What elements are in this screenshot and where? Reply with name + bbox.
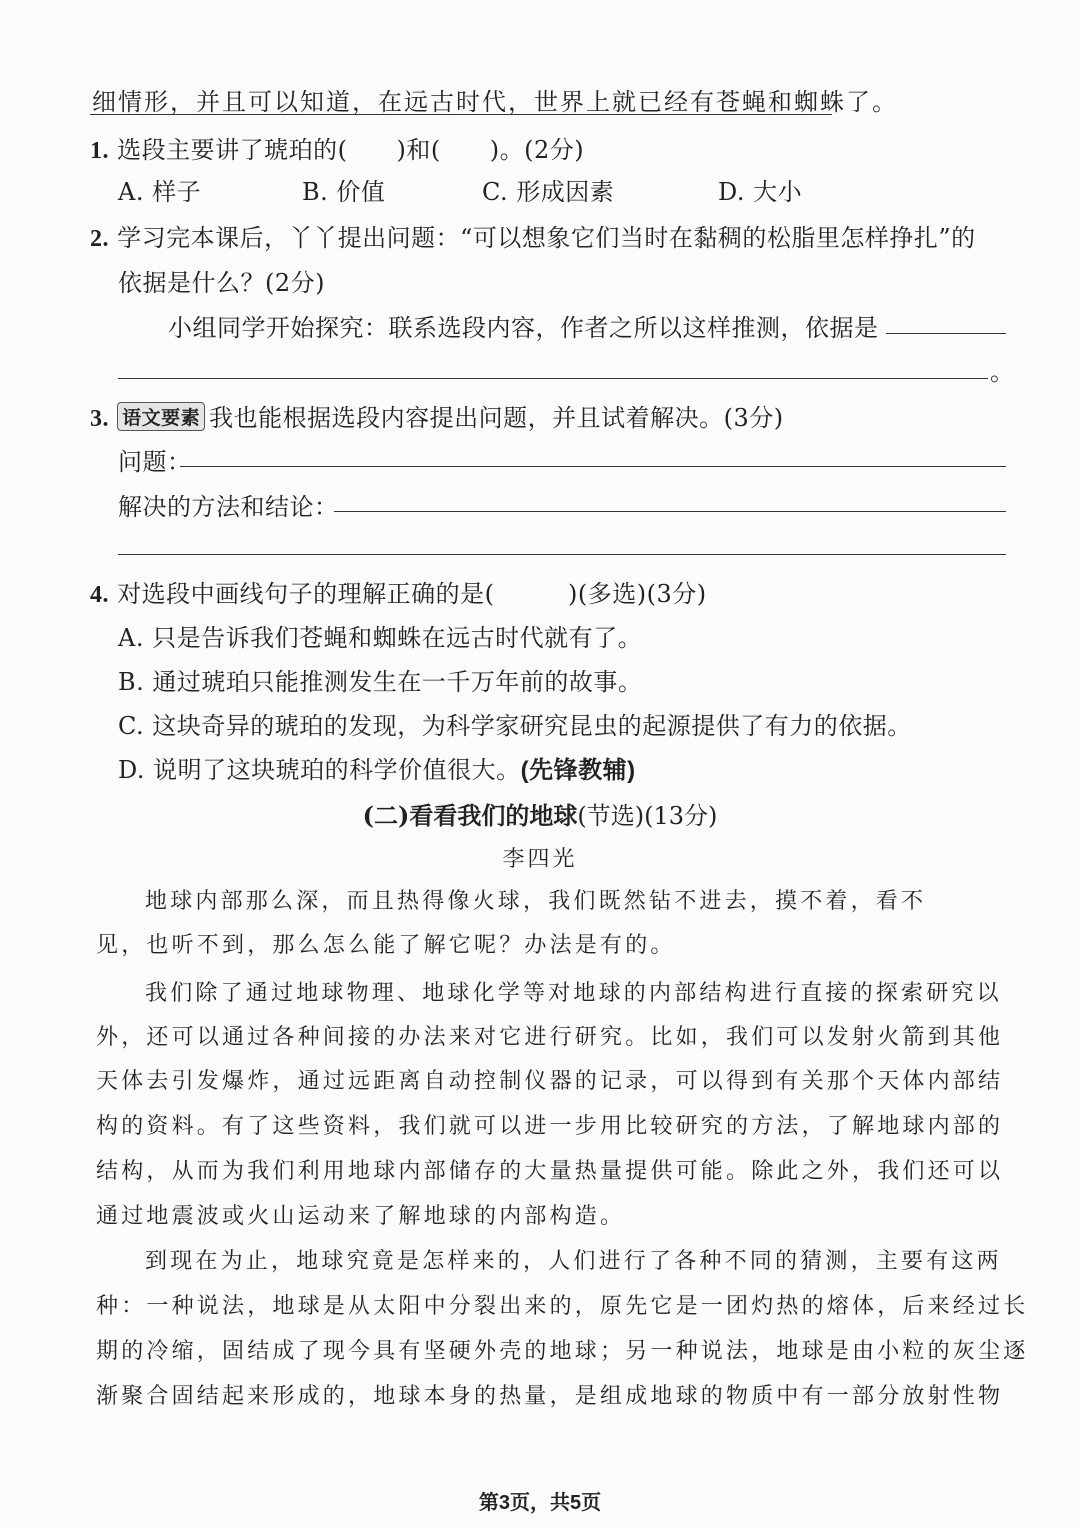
question-2-line3: 小组同学开始探究：联系选段内容，作者之所以这样推测，依据是 — [168, 314, 879, 342]
question-2 — [90, 218, 976, 253]
top-continued-line: 细情形，并且可以知道，在远古时代，世界上就已经有苍蝇和蜘蛛了。 — [92, 88, 898, 116]
q1-option-b[interactable]: B. 价值 — [302, 178, 386, 206]
section-2-author: 李四光 — [502, 847, 578, 872]
question-2-line2: 依据是什么？(2分) — [118, 269, 325, 297]
q1-option-d[interactable]: D. 大小 — [718, 178, 803, 206]
passage-line: 构的资料。有了这些资料，我们就可以进一步用比较研究的方法，了解地球内部的 — [96, 1114, 1004, 1139]
question-1-text: 选段主要讲了琥珀的( )和( )。(2分) — [117, 136, 585, 164]
passage-line: 见，也听不到，那么怎么能了解它呢？办法是有的。 — [96, 933, 676, 958]
q1-option-c[interactable]: C. 形成因素 — [482, 178, 615, 206]
top-line-underline — [90, 114, 832, 115]
question-number: 4. — [90, 582, 109, 608]
passage-line: 到现在为止，地球究竟是怎样来的，人们进行了各种不同的猜测，主要有这两 — [145, 1249, 1002, 1274]
question-number: 2. — [90, 226, 109, 252]
section-2-title-suffix: (节选)(13分) — [577, 802, 718, 830]
q3-solution-line-2[interactable] — [118, 554, 1006, 555]
q2-answer-line-2[interactable] — [118, 378, 988, 379]
question-2-line1: 学习完本课后，丫丫提出问题：“可以想象它们当时在黏稠的松脂里怎样挣扎”的 — [117, 224, 976, 252]
q3-solution-line-1[interactable] — [334, 511, 1006, 512]
q4-option-d[interactable] — [118, 750, 636, 785]
passage-line: 我们除了通过地球物理、地球化学等对地球的内部结构进行直接的探索研究以 — [145, 981, 1002, 1006]
passage-line: 结构，从而为我们利用地球内部储存的大量热量提供可能。除此之外，我们还可以 — [96, 1159, 1004, 1184]
question-3 — [90, 398, 784, 433]
q2-end-mark: 。 — [990, 358, 1015, 386]
passage-line: 通过地震波或火山运动来了解地球的内部构造。 — [96, 1204, 626, 1229]
question-1 — [90, 130, 584, 165]
section-2-title — [0, 796, 1080, 831]
q4-option-d-text: D. 说明了这块琥珀的科学价值很大。 — [118, 756, 521, 784]
q3-question-line[interactable] — [180, 466, 1006, 467]
q1-option-a[interactable]: A. 样子 — [118, 178, 202, 206]
q2-answer-line-1[interactable] — [886, 333, 1006, 334]
source-stamp: (先锋教辅) — [520, 757, 636, 784]
question-4 — [90, 574, 707, 609]
passage-line: 地球内部那么深，而且热得像火球，我们既然钻不进去，摸不着，看不 — [145, 889, 927, 914]
passage-line: 种：一种说法，地球是从太阳中分裂出来的，原先它是一团灼热的熔体，后来经过长 — [96, 1294, 1029, 1319]
q4-option-b[interactable]: B. 通过琥珀只能推测发生在一千万年前的故事。 — [118, 668, 643, 696]
section-2-title-main: (二)看看我们的地球 — [362, 801, 578, 830]
page-footer: 第3页，共5页 — [478, 1492, 602, 1514]
question-number: 1. — [90, 138, 109, 164]
passage-line: 渐聚合固结起来形成的，地球本身的热量，是组成地球的物质中有一部分放射性物 — [96, 1384, 1004, 1409]
passage-line: 天体去引发爆炸，通过远距离自动控制仪器的记录，可以得到有关那个天体内部结 — [96, 1069, 1004, 1094]
q3-question-label: 问题： — [118, 448, 192, 476]
chinese-elements-tag: 语文要素 — [117, 402, 205, 431]
q4-option-c[interactable]: C. 这块奇异的琥珀的发现，为科学家研究昆虫的起源提供了有力的依据。 — [118, 712, 912, 740]
question-3-text: 我也能根据选段内容提出问题，并且试着解决。(3分) — [209, 404, 784, 432]
question-number: 3. — [90, 406, 109, 432]
question-4-text: 对选段中画线句子的理解正确的是( )(多选)(3分) — [117, 580, 707, 608]
q4-option-a[interactable]: A. 只是告诉我们苍蝇和蜘蛛在远古时代就有了。 — [118, 624, 643, 652]
passage-line: 外，还可以通过各种间接的办法来对它进行研究。比如，我们可以发射火箭到其他 — [96, 1025, 1004, 1050]
passage-line: 期的冷缩，固结成了现今具有坚硬外壳的地球；另一种说法，地球是由小粒的灰尘逐 — [96, 1339, 1029, 1364]
q3-solution-label: 解决的方法和结论： — [118, 493, 339, 521]
